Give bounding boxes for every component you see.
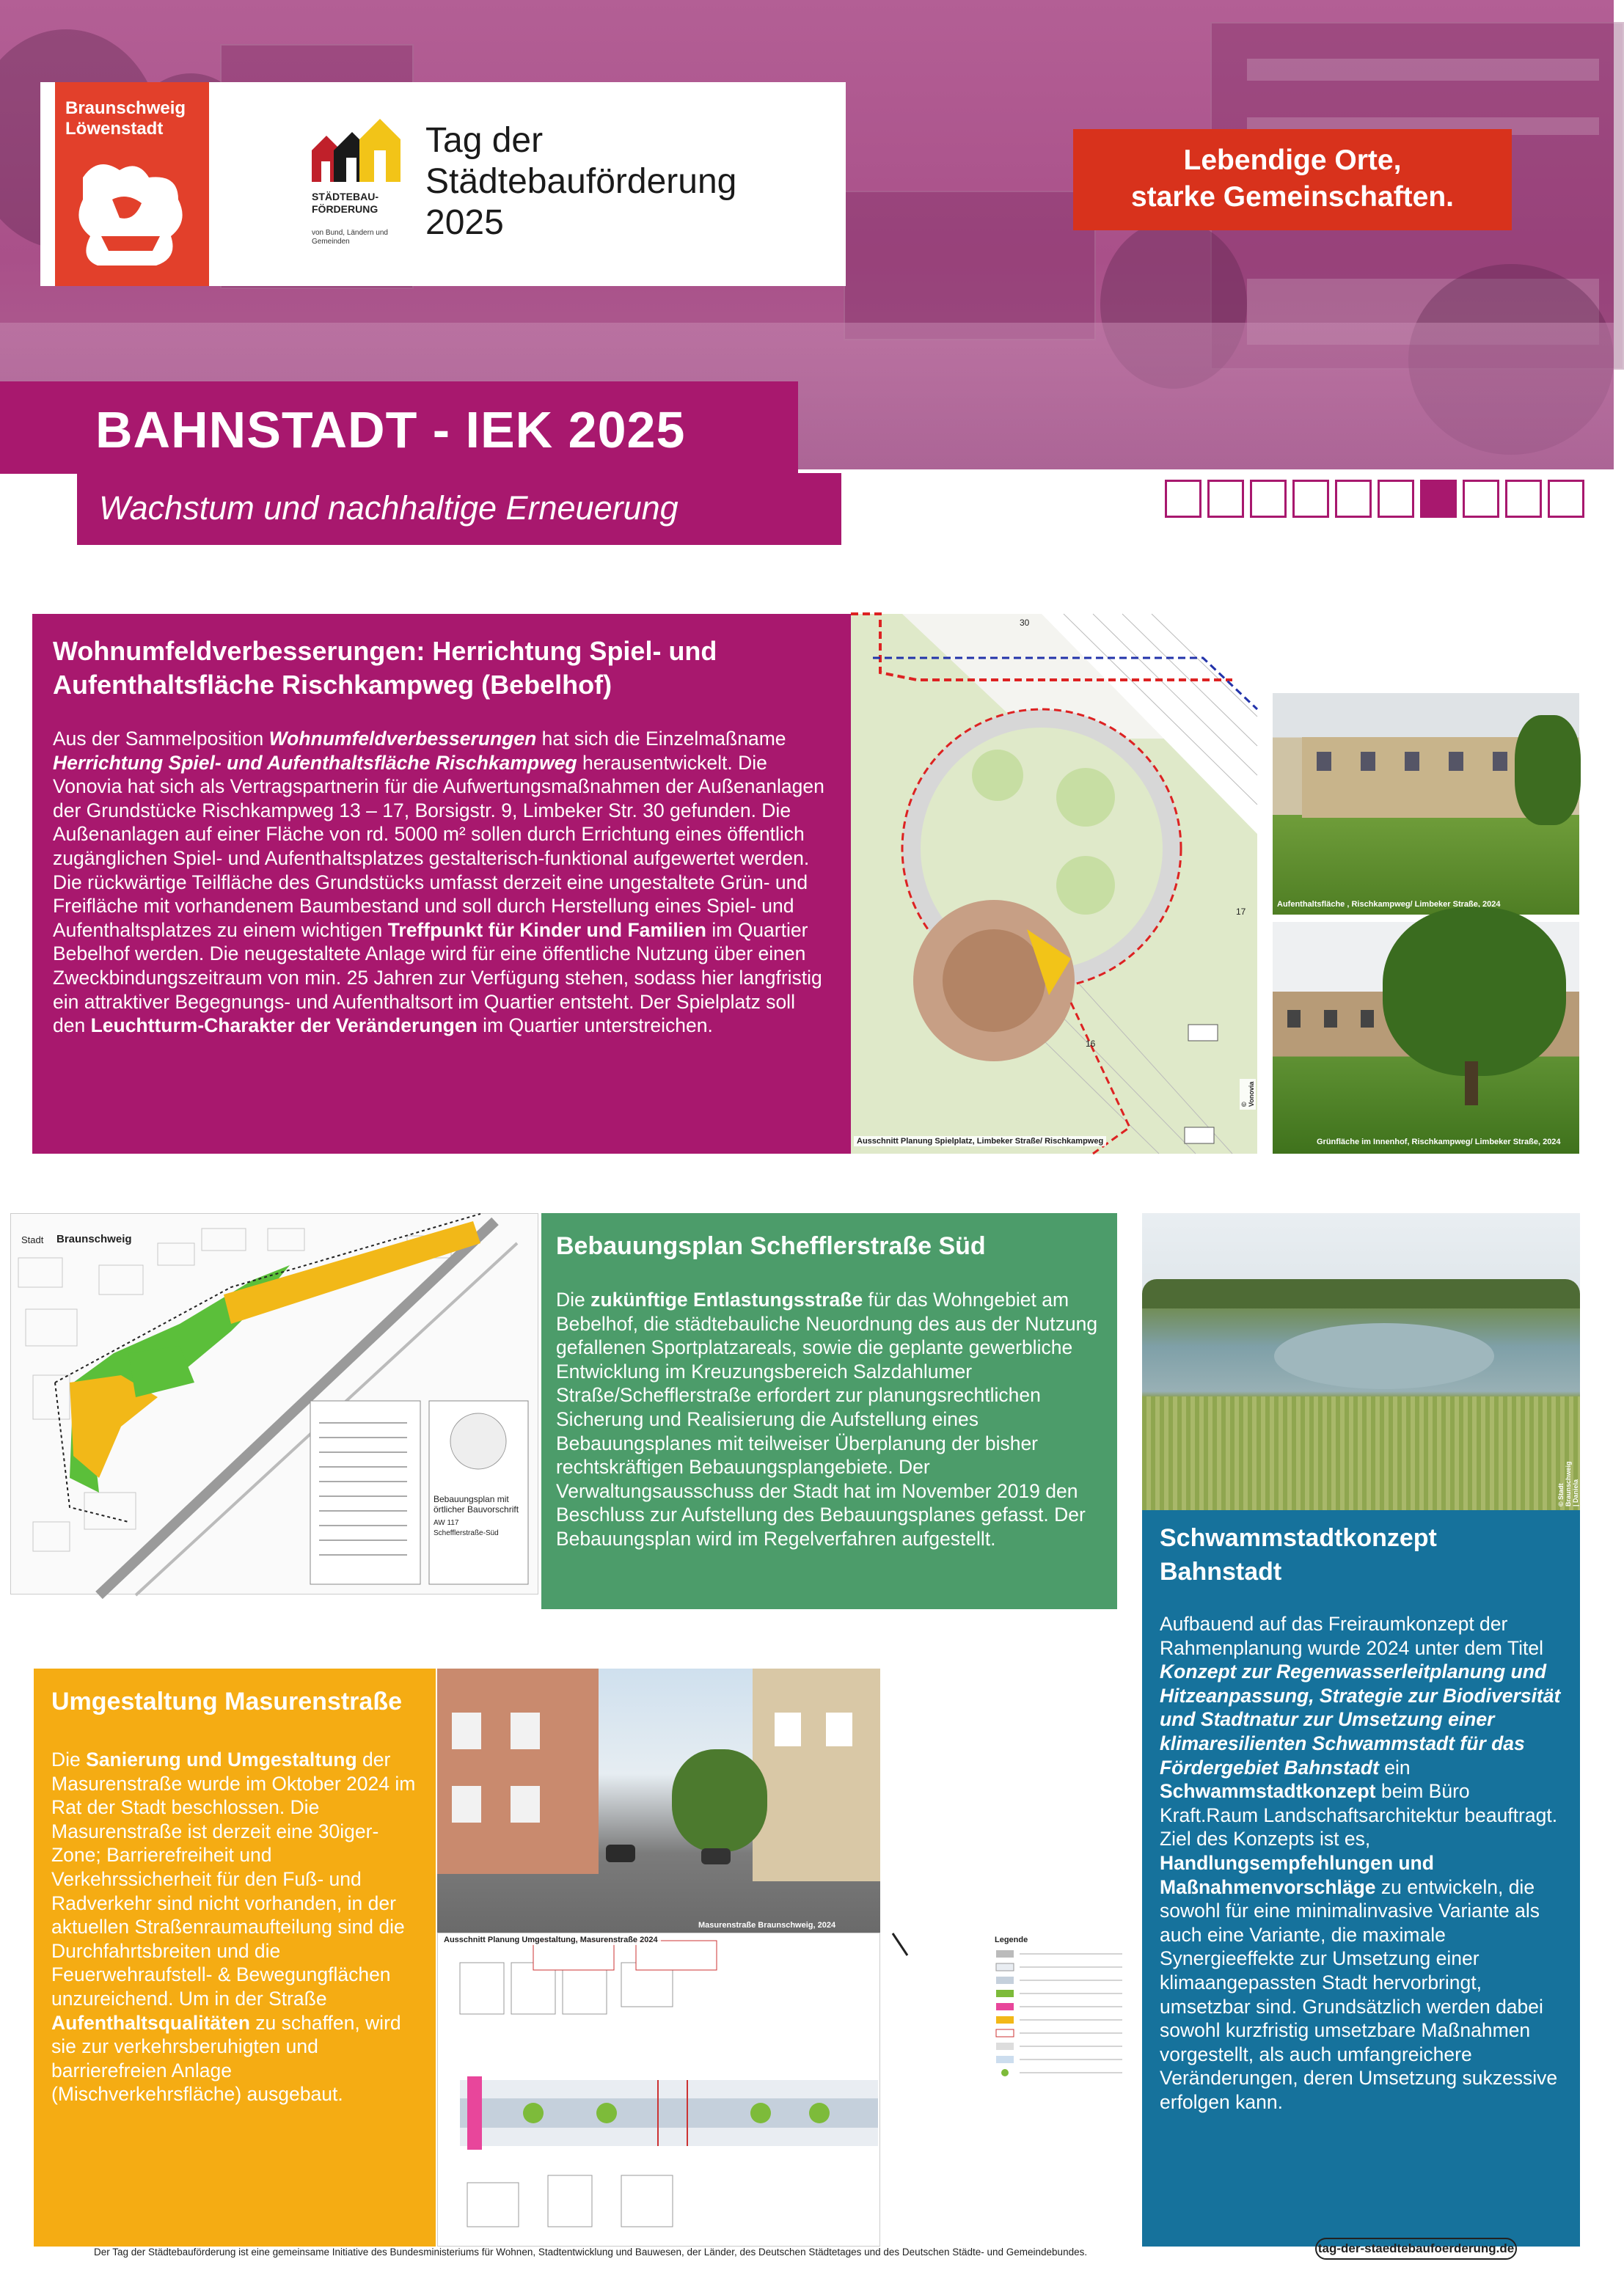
- masuren-plan-caption: Ausschnitt Planung Umgestaltung, Masurenstraße 2024: [441, 1935, 661, 1945]
- page-indicator-square: [1548, 480, 1584, 518]
- map-city-label: Stadt: [21, 1234, 44, 1245]
- section-bebauungsplan: [541, 1213, 1117, 1609]
- footer-url-link[interactable]: tag-der-staedtebaufoerderung.de: [1315, 2238, 1517, 2260]
- plan-label-17: 17: [1236, 907, 1246, 917]
- stb-small-text: STÄDTEBAU- FÖRDERUNG: [312, 191, 378, 215]
- footer-text: Der Tag der Städtebauförderung ist eine gemeinsame Initiative des Bundesministeriums für Wohnen, Stadtentwicklung und Bauwesen, der Länder, des Deutschen Städtetages und des Deutschen Städte- und Gemeindebundes.: [94, 2247, 1088, 2258]
- page-indicator-square: [1292, 480, 1329, 518]
- page-indicator-square: [1207, 480, 1244, 518]
- page-indicator-square: [1165, 480, 1201, 518]
- section-wohnumfeld: [32, 614, 851, 1154]
- slogan-box: Lebendige Orte, starke Gemeinschaften.: [1073, 129, 1512, 230]
- map-box-title: Bebauungsplan mit örtlicher Bauvorschrift: [434, 1494, 519, 1515]
- map-box-name: Schefflerstraße-Süd: [434, 1529, 499, 1537]
- section-masurenstrasse-paragraph: Die Sanierung und Umgestaltung der Masurenstraße wurde im Oktober 2024 im Rat der Stadt beschlossen. Die Masurenstraße ist derzeit eine 30iger-Zone; Barrierefreiheit und Verkehrssicherheit für den Fuß- und Radverkehr sind nicht vorhanden, in der aktuellen Straßenraumaufteilung sind die Durchfahrtsbreiten und die Feuerwehraufstell- & Bewegungflächen unzureichend. Um in der Straße Aufenthaltsqualitäten zu schaffen, wird sie zur verkehrsberuhigten und barrierefreien Anlage (Mischverkehrsfläche) ausgebaut.: [51, 1749, 416, 2106]
- photo2-caption: Grünfläche im Innenhof, Rischkampweg/ Limbeker Straße, 2024: [1317, 1138, 1561, 1146]
- bebauungsplan-map: [10, 1213, 538, 1594]
- section-schwammstadt-paragraph-2: Ziel des Konzepts ist es, Handlungsempfehlungen und Maßnahmenvorschläge zu entwickeln, die sowohl für eine minimalinvasive Variante als auch eine Variante, die maximale Synergieeffekte zur Umsetzung einer klimaangepassten Stadt hervorbringt, umsetzbar sind. Grundsätzlich werden dabei sowohl kurzfristig umsetzbare Maßnahmen vorgestellt, als auch umfangreichere Veränderungen, deren Umsetzung sukzessive erfolgen kann.: [1160, 1828, 1558, 2113]
- section-wohnumfeld-paragraph-2: Die rückwärtige Teilfläche des Grundstücks umfasst derzeit eine ungestaltete Grün- und Freifläche mit vorhandenem Baumbestand und soll durch Herstellung eines Spiel- und Aufenthaltsplatzes zu einem wichtigen Treffpunkt für Kinder und Familien im Quartier Bebelhof werden. Die neugestaltete Anlage wird für eine öffentliche Nutzung über einen Zweckbindungszeitraum von min. 25 Jahren zur Verfügung stehen, sodass hier langfristig ein attraktiver Begegnungs- und Aufenthaltsort im Quartier entsteht. Der Spielplatz soll den Leuchtturm-Charakter der Veränderungen im Quartier unterstreichen.: [53, 871, 822, 1037]
- page-subtitle: Wachstum und nachhaltige Erneuerung: [99, 489, 679, 527]
- subtitle-bar: [77, 473, 841, 545]
- photo-masurenstrasse: [437, 1669, 880, 1933]
- masuren-photo-caption: Masurenstraße Braunschweig, 2024: [698, 1921, 836, 1930]
- spielplatz-plan: [851, 614, 1257, 1154]
- plan-label-16: 16: [1086, 1039, 1096, 1049]
- section-schwammstadt-paragraph-1: Aufbauend auf das Freiraumkonzept der Rahmenplanung wurde 2024 unter dem Titel Konzept zur Regenwasserleitplanung und Hitzeanpassung, Strategie zur Biodiversität und Stadtnatur zur Umsetzung einer klimaresilienten Schwammstadt für das Fördergebiet Bahnstadt ein Schwammstadtkonzept beim Büro Kraft.Raum Landschaftsarchitektur beauftragt.: [1160, 1613, 1561, 1826]
- masurenstrasse-plan: [437, 1933, 880, 2247]
- plan-label-30: 30: [1020, 618, 1030, 628]
- map-box-code: AW 117: [434, 1519, 459, 1527]
- photo-schwammstadt: [1142, 1213, 1587, 1510]
- section-schwammstadt: [1142, 1510, 1580, 2247]
- event-title: Tag der Städtebauförderung 2025: [425, 121, 737, 242]
- page-indicator-square: [1378, 480, 1414, 518]
- schwammstadt-photo-credit: © Stadt Braunschweig | Daniela Nielsen: [1557, 1461, 1587, 1506]
- photo-aufenthaltsflaeche: [1273, 693, 1579, 915]
- logo-card: [40, 82, 846, 286]
- stb-sub-text: von Bund, Ländern und Gemeinden: [312, 229, 388, 246]
- legend-title: Legende: [995, 1936, 1028, 1944]
- section-wohnumfeld-paragraph-1: Aus der Sammelposition Wohnumfeldverbesserungen hat sich die Einzelmaßname Herrichtung Spiel- und Aufenthaltsfläche Rischkampweg herausentwickelt. Die Vonovia hat sich als Vertragspartnerin für die Aufwertungsmaßnahmen der Außenanlagen der Grundstücke Rischkampweg 13 – 17, Borsigstr. 9, Limbeker Str. 30 gefunden. Die Außenanlagen auf einer Fläche von rd. 5000 m² sollen durch Errichtung eines öffentlich zugänglichen Spiel- und Aufenthaltsplatzes gestalterisch-funktional aufgewertet werden.: [53, 728, 824, 869]
- plan-caption: Ausschnitt Planung Spielplatz, Limbeker Straße/ Rischkampweg: [854, 1136, 1106, 1146]
- photo-gruenflaeche: [1273, 922, 1579, 1154]
- section-masurenstrasse: [34, 1669, 436, 2247]
- section-bebauungsplan-heading: Bebauungsplan Schefflerstraße Süd: [556, 1232, 986, 1260]
- page-indicator-square: [1463, 480, 1499, 518]
- section-bebauungsplan-paragraph: Die zukünftige Entlastungsstraße für das Wohngebiet am Bebelhof, die städtebauliche Neuordnung des aus der Nutzung gefallenen Sportplatzareals, sowie die geplante gewerbliche Entwicklung im Kreuzungsbereich Salzdahlumer Straße/Schefflerstraße erfordert zur planungsrechtlichen Sicherung und Realisierung die Aufstellung eines Bebauungsplanes mit teilweiser Überplanung der bisher rechtskräftigen Bebauungsplangebiete. Der Verwaltungsausschuss der Stadt hat im November 2019 den Beschluss zur Aufstellung des Bebauungsplanes gefasst. Der Bebauungsplan wird im Regelverfahren aufgestellt.: [556, 1289, 1098, 1550]
- page-title: BAHNSTADT - IEK 2025: [95, 401, 686, 458]
- masurenstrasse-legend: [990, 1933, 1142, 2247]
- page-indicator-square: [1505, 480, 1542, 518]
- city-logo-text: Braunschweig Löwenstadt: [65, 98, 186, 139]
- plan-credit: © Vonovia: [1240, 1079, 1256, 1110]
- page-indicator-square: [1250, 480, 1287, 518]
- section-wohnumfeld-heading: Wohnumfeldverbesserungen: Herrichtung Spiel- und Aufenthaltsfläche Rischkampweg (Bebelhof): [53, 636, 717, 700]
- photo1-caption: Aufenthaltsfläche , Rischkampweg/ Limbeker Straße, 2024: [1277, 900, 1501, 909]
- staedtebaufoerderung-house-icon: [308, 117, 403, 183]
- section-masurenstrasse-heading: Umgestaltung Masurenstraße: [51, 1688, 402, 1716]
- braunschweig-logo: [55, 82, 209, 286]
- map-city-name: Braunschweig: [56, 1233, 132, 1245]
- page-indicator-square: [1420, 480, 1457, 518]
- page-indicator-square: [1335, 480, 1372, 518]
- section-schwammstadt-heading: Schwammstadtkonzept Bahnstadt: [1160, 1524, 1437, 1586]
- lion-icon: [68, 155, 193, 273]
- title-bar: [0, 381, 798, 474]
